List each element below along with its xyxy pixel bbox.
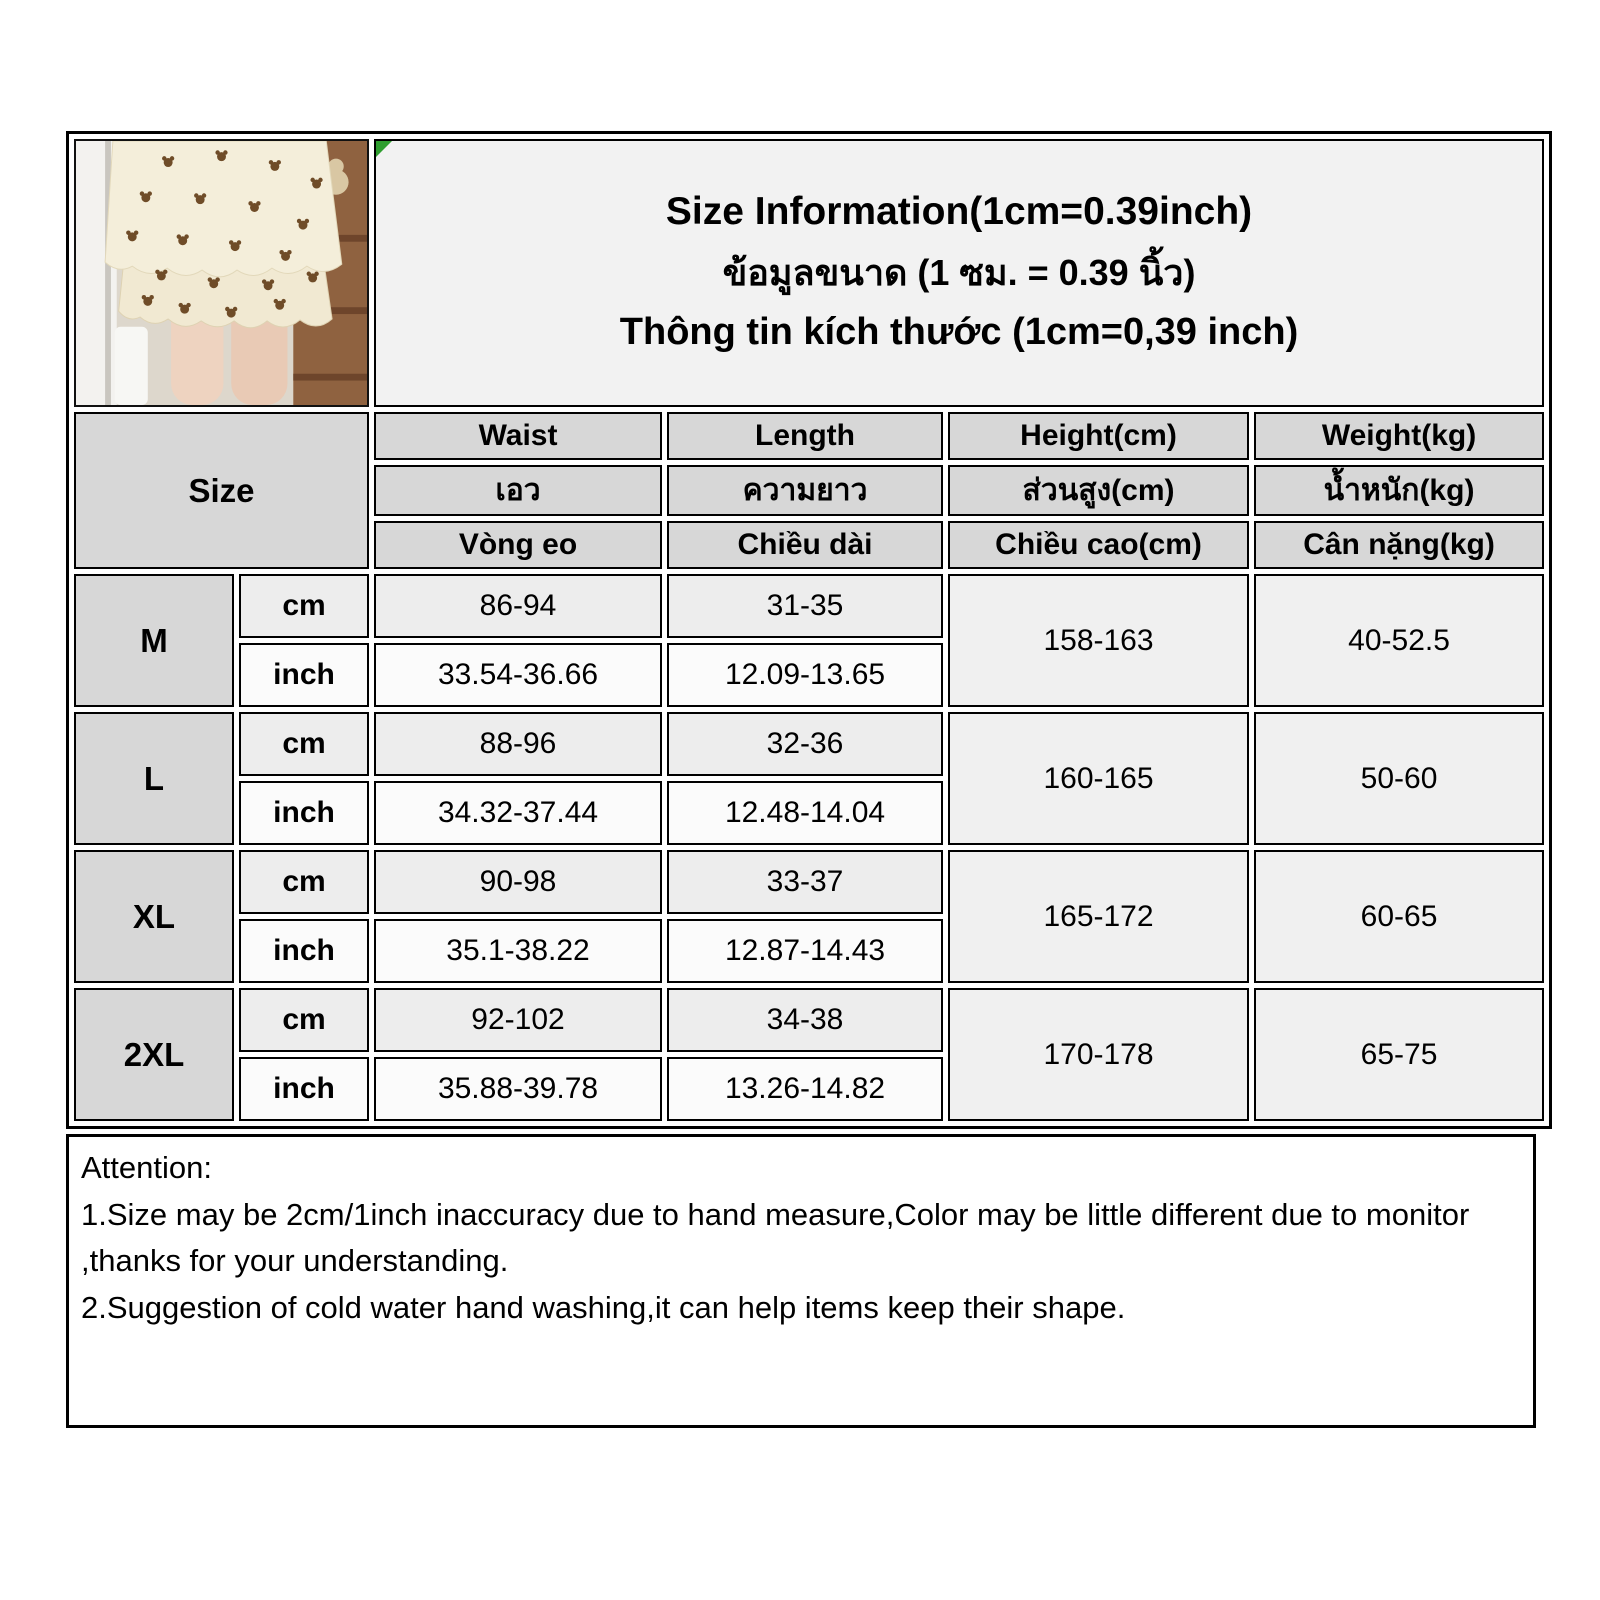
- unit-inch: inch: [239, 1057, 369, 1121]
- size-label-xl: XL: [74, 850, 234, 983]
- cell-xl-length-inch: 12.87-14.43: [667, 919, 943, 983]
- unit-inch: inch: [239, 781, 369, 845]
- header-height-th: ส่วนสูง(cm): [948, 465, 1249, 516]
- unit-cm: cm: [239, 850, 369, 914]
- cell-2xl-length-cm: 34-38: [667, 988, 943, 1052]
- size-label-2xl: 2XL: [74, 988, 234, 1121]
- unit-cm: cm: [239, 574, 369, 638]
- title-vietnamese: Thông tin kích thước (1cm=0,39 inch): [619, 311, 1299, 353]
- title-thai: ข้อมูลขนาด (1 ซม. = 0.39 นิ้ว): [722, 252, 1196, 293]
- cell-m-length-inch: 12.09-13.65: [667, 643, 943, 707]
- attention-note-1: 1.Size may be 2cm/1inch inaccuracy due to hand measure,Color may be little different due to monitor ,thanks for your understanding.: [81, 1196, 1470, 1278]
- header-height-en: Height(cm): [948, 412, 1249, 460]
- attention-note-2: 2.Suggestion of cold water hand washing,it can help items keep their shape.: [81, 1289, 1126, 1325]
- cell-l-weight: 50-60: [1254, 712, 1544, 845]
- cell-l-height: 160-165: [948, 712, 1249, 845]
- attention-box: [66, 1134, 1536, 1428]
- cell-l-waist-inch: 34.32-37.44: [374, 781, 662, 845]
- unit-inch: inch: [239, 643, 369, 707]
- size-chart-sheet: [66, 131, 1536, 1428]
- cell-xl-waist-cm: 90-98: [374, 850, 662, 914]
- white-fabric: [115, 327, 148, 405]
- product-photo: [76, 141, 367, 405]
- unit-inch: inch: [239, 919, 369, 983]
- title-english: Size Information(1cm=0.39inch): [665, 190, 1253, 233]
- cell-2xl-waist-inch: 35.88-39.78: [374, 1057, 662, 1121]
- cell-m-waist-inch: 33.54-36.66: [374, 643, 662, 707]
- header-weight-vi: Cân nặng(kg): [1254, 521, 1544, 569]
- cell-xl-height: 165-172: [948, 850, 1249, 983]
- unit-cm: cm: [239, 988, 369, 1052]
- header-weight-en: Weight(kg): [1254, 412, 1544, 460]
- title-cell: [374, 139, 1544, 407]
- size-label-m: M: [74, 574, 234, 707]
- cell-l-waist-cm: 88-96: [374, 712, 662, 776]
- skirt: [105, 141, 342, 328]
- header-length-en: Length: [667, 412, 943, 460]
- size-label-l: L: [74, 712, 234, 845]
- header-waist-th: เอว: [374, 465, 662, 516]
- header-waist-vi: Vòng eo: [374, 521, 662, 569]
- cell-xl-waist-inch: 35.1-38.22: [374, 919, 662, 983]
- header-size: Size: [74, 412, 369, 569]
- size-table: [66, 131, 1552, 1129]
- header-length-vi: Chiều dài: [667, 521, 943, 569]
- cell-m-length-cm: 31-35: [667, 574, 943, 638]
- cell-xl-length-cm: 33-37: [667, 850, 943, 914]
- header-weight-th: น้ำหนัก(kg): [1254, 465, 1544, 516]
- header-length-th: ความยาว: [667, 465, 943, 516]
- header-height-vi: Chiều cao(cm): [948, 521, 1249, 569]
- cell-m-waist-cm: 86-94: [374, 574, 662, 638]
- cell-m-weight: 40-52.5: [1254, 574, 1544, 707]
- cell-2xl-waist-cm: 92-102: [374, 988, 662, 1052]
- unit-cm: cm: [239, 712, 369, 776]
- cell-m-height: 158-163: [948, 574, 1249, 707]
- green-corner-marker: [376, 141, 392, 157]
- attention-heading: Attention:: [81, 1150, 212, 1185]
- header-waist-en: Waist: [374, 412, 662, 460]
- product-image-cell: [74, 139, 369, 407]
- cell-xl-weight: 60-65: [1254, 850, 1544, 983]
- cell-2xl-weight: 65-75: [1254, 988, 1544, 1121]
- cell-l-length-cm: 32-36: [667, 712, 943, 776]
- cell-l-length-inch: 12.48-14.04: [667, 781, 943, 845]
- cell-2xl-length-inch: 13.26-14.82: [667, 1057, 943, 1121]
- cell-2xl-height: 170-178: [948, 988, 1249, 1121]
